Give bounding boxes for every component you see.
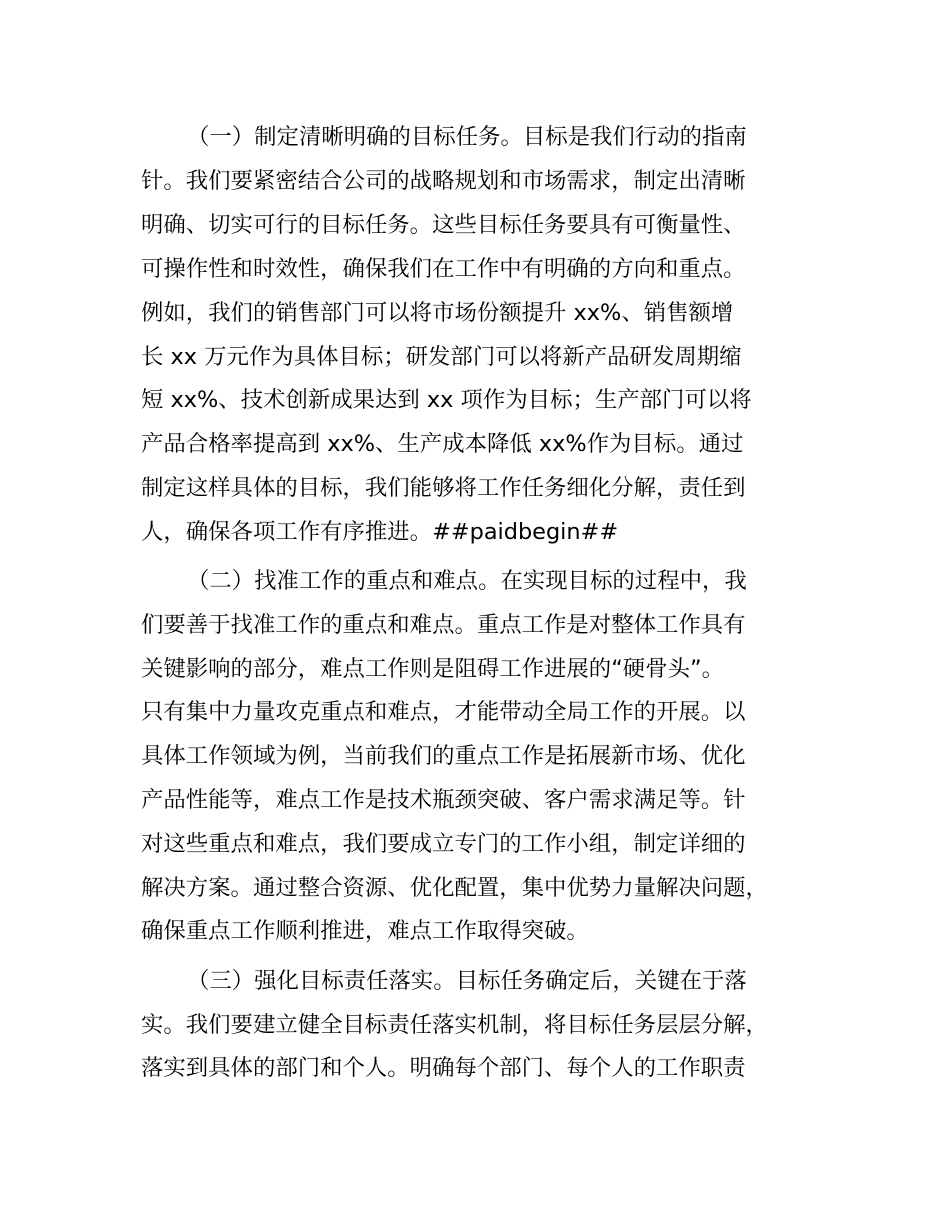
text-line: 只有集中力量攻克重点和难点，才能带动全局工作的开展。以 <box>141 699 746 725</box>
text-line: 人，确保各项工作有序推进。##paidbegin## <box>141 519 619 545</box>
text-line: 确保重点工作顺利推进，难点工作取得突破。 <box>141 918 589 944</box>
text-line: 短 xx%、技术创新成果达到 xx 项作为目标；生产部门可以将 <box>141 387 752 413</box>
text-line: 长 xx 万元作为具体目标；研发部门可以将新产品研发周期缩 <box>141 344 742 370</box>
text-line: 解决方案。通过整合资源、优化配置，集中优势力量解决问题， <box>141 875 768 901</box>
text-line: 产品合格率提高到 xx%、生产成本降低 xx%作为目标。通过 <box>141 431 744 457</box>
text-line: 产品性能等，难点工作是技术瓶颈突破、客户需求满足等。针 <box>141 787 746 813</box>
text-line: 针。我们要紧密结合公司的战略规划和市场需求，制定出清晰 <box>141 168 746 194</box>
text-line: （二）找准工作的重点和难点。在实现目标的过程中，我 <box>187 568 747 594</box>
text-line: 制定这样具体的目标，我们能够将工作任务细化分解，责任到 <box>141 475 746 501</box>
text-line: 们要善于找准工作的重点和难点。重点工作是对整体工作具有 <box>141 612 746 638</box>
text-line: 落实到具体的部门和个人。明确每个部门、每个人的工作职责 <box>141 1055 746 1081</box>
text-line: （一）制定清晰明确的目标任务。目标是我们行动的指南 <box>187 124 747 150</box>
text-line: 关键影响的部分，难点工作则是阻碍工作进展的“硬骨头”。 <box>141 656 724 682</box>
text-line: 例如，我们的销售部门可以将市场份额提升 xx%、销售额增 <box>141 300 734 326</box>
text-line: （三）强化目标责任落实。目标任务确定后，关键在于落 <box>187 968 747 994</box>
text-line: 明确、切实可行的目标任务。这些目标任务要具有可衡量性、 <box>141 212 746 238</box>
text-line: 可操作性和时效性，确保我们在工作中有明确的方向和重点。 <box>141 256 746 282</box>
text-line: 实。我们要建立健全目标责任落实机制，将目标任务层层分解， <box>141 1012 768 1038</box>
text-line: 对这些重点和难点，我们要成立专门的工作小组，制定详细的 <box>141 831 746 857</box>
text-line: 具体工作领域为例，当前我们的重点工作是拓展新市场、优化 <box>141 743 746 769</box>
